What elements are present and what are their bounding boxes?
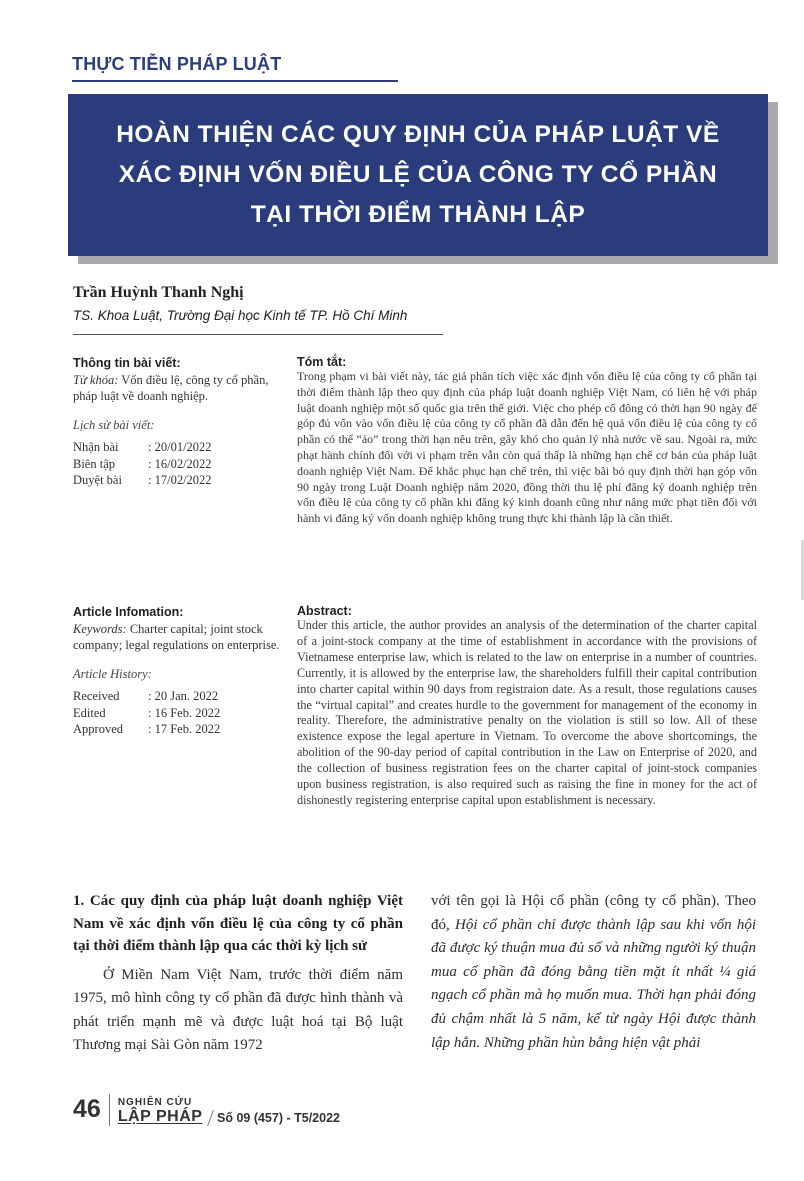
- section-rule: [72, 80, 398, 82]
- info-vi-heading: Thông tin bài viết:: [73, 356, 181, 370]
- history-row: Edited : 16 Feb. 2022: [73, 705, 221, 720]
- history-row: Received : 20 Jan. 2022: [73, 689, 219, 703]
- info-en-heading: Article Infomation:: [73, 605, 184, 619]
- history-vi-label: Lịch sử bài viết:: [73, 417, 155, 432]
- journal-name-bottom: LẬP PHÁP: [117, 1108, 203, 1125]
- keywords-en-text: Charter capital; joint stock company; legal regulations on enterprise.: [73, 621, 280, 652]
- summary-vi-body: Trong phạm vi bài viết này, tác giả phân tích việc xác định vốn điều lệ của công ty cổ phần tại thời điểm thành lập theo quy định của pháp luật doanh nghiệp Việt Nam, có liên hệ với pháp luật doanh nghiệp một số quốc gia trên thế giới. Việc cho phép cổ đông có thời hạn 90 ngày để góp đủ vốn vào vốn điều lệ của công ty cổ phần đã dẫn đến hệ quả vốn điều lệ của công ty cổ phần có thể “ảo” trong thời hạn nêu trên, gây khó cho quản lý nhà nước về sau. Ngoài ra, mức phạt hành chính đối với vi phạm trên vẫn còn quá thấp là những hạn chế cơ bản của pháp luật doanh nghiệp Việt Nam. Để khắc phục hạn chế trên, thì việc bãi bỏ quy định thời hạn góp vốn 90 ngày trong Luật Doanh nghiệp năm 2020, đồng thời thu lệ phí đăng ký doanh nghiệp trên vốn điều lệ của công ty cổ phần khi đăng ký kinh doanh cũng như nâng mức phạt tiền đối với hành vi đăng ký vốn doanh nghiệp không trung thực khi thành lập là cần thiết.: [297, 369, 757, 526]
- body-right-text: với tên gọi là Hội cổ phần (công ty cổ phần). Theo đó,: [431, 893, 756, 933]
- summary-en-heading: Abstract:: [297, 604, 352, 618]
- article-info-vi: [73, 355, 283, 489]
- body-paragraph-1: Ở Miền Nam Việt Nam, trước thời điểm năm 1975, mô hình công ty cổ phần đã được hình thành và phát triển mạnh mẽ và được luật hoá tại Bộ luật Thương mại Sài Gòn năm 1972: [73, 966, 403, 1054]
- article-info-en: [73, 604, 283, 738]
- title-box: [68, 94, 768, 256]
- issue-text: Số 09 (457) - T5/2022: [217, 1111, 341, 1125]
- summary-en: [297, 604, 757, 809]
- history-row: Biên tập : 16/02/2022: [73, 456, 212, 471]
- summary-en-body: Under this article, the author provides an analysis of the determination of the charter capital of a joint-stock company at the time of establishment in accordance with the provisions of Vietnamese enterprise law, which is related to the law on enterprise in a number of countries. Currently, it is allowed by the enterprise law, the shareholders fulfill their capital contribution into charter capital within 90 days from registraion date. As a result, those regulations causes the “virtual capital” and creates hurdle to the government for management of the economy in reality. Therefore, the administrative penalty on the violation is still so low. All of these existence expose the legal aperture in Vietnam. To overcome the above shortcomings, the abolition of the 90-day period of capital contribution in the Law on Enterprise of 2020, and the collection of business registration fees on the charter capital of joint-stock companies upon business registration, is also required such as raising the fine in money for the act of dishonestly registering enterprise capital upon establishment is necessary.: [297, 618, 757, 807]
- body-left-column: [73, 890, 403, 1058]
- body-right-column: [431, 890, 756, 1055]
- body-right-quote: Hội cổ phần chỉ được thành lập sau khi vốn hội đã được ký thuận mua đủ số và những người ký thuận mua cổ phần đã đóng bằng tiền mặt ít nhất ¼ giá ngạch cổ phần mà họ muốn mua. Thời hạn phải đóng đủ chậm nhất là 5 năm, kể từ ngày Hội được thành lập hẳn. Những phần hùn bằng hiện vật phải: [431, 916, 757, 1051]
- author-affiliation: TS. Khoa Luật, Trường Đại học Kinh tế TP. Hồ Chí Minh: [73, 308, 408, 323]
- issue-label: [208, 1110, 344, 1126]
- summary-vi: [297, 355, 757, 527]
- author-name: Trần Huỳnh Thanh Nghị: [73, 284, 244, 301]
- page-number: 46: [73, 1094, 110, 1126]
- author-rule: [73, 334, 443, 335]
- section-heading-1: 1. Các quy định của pháp luật doanh nghiệp Việt Nam về xác định vốn điều lệ của công ty cổ phần tại thời điểm thành lập qua các thời kỳ lịch sử: [73, 893, 403, 954]
- page-footer: [73, 1078, 340, 1126]
- summary-vi-heading: Tóm tắt:: [297, 355, 347, 369]
- title-line-1: HOÀN THIỆN CÁC QUY ĐỊNH CỦA PHÁP LUẬT VỀ: [116, 121, 720, 148]
- title-line-3: TẠI THỜI ĐIỂM THÀNH LẬP: [250, 201, 586, 228]
- keywords-vi-text: Vốn điều lệ, công ty cổ phần, pháp luật về doanh nghiệp.: [73, 372, 269, 403]
- history-row: Approved : 17 Feb. 2022: [73, 722, 221, 736]
- article-title: [76, 115, 760, 235]
- history-en-label: Article History:: [73, 666, 152, 681]
- history-vi-list: [73, 439, 283, 489]
- keywords-vi-label: Từ khóa:: [73, 372, 119, 387]
- keywords-vi: [73, 372, 283, 405]
- journal-name-top: NGHIÊN CỨU: [117, 1097, 193, 1108]
- history-row: Nhận bài : 20/01/2022: [73, 440, 212, 454]
- title-line-2: XÁC ĐỊNH VỐN ĐIỀU LỆ CỦA CÔNG TY CỔ PHẦN: [118, 161, 718, 188]
- journal-logo: [118, 1097, 203, 1126]
- history-en-list: [73, 688, 283, 738]
- keywords-en: [73, 621, 283, 654]
- history-row: Duyệt bài : 17/02/2022: [73, 473, 212, 487]
- keywords-en-label: Keywords:: [73, 621, 127, 636]
- section-label: THỰC TIỄN PHÁP LUẬT: [72, 54, 282, 74]
